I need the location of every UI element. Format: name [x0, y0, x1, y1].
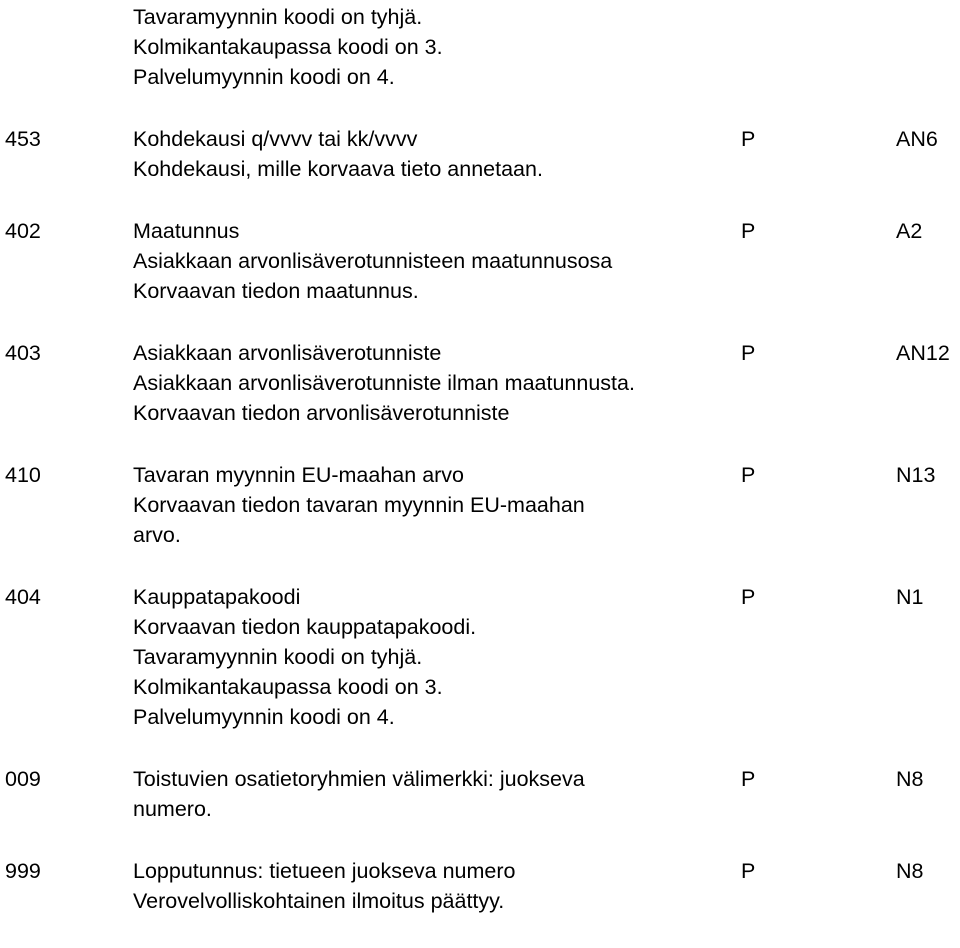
field-format: AN12: [896, 341, 950, 365]
entry-description-line: [0, 642, 960, 672]
entry-header-line: [0, 338, 960, 368]
field-code: 403: [5, 341, 41, 365]
field-description: Palvelumyynnin koodi on 4.: [133, 705, 395, 729]
field-entry-404: [0, 582, 960, 732]
intro-text: Kolmikantakaupassa koodi on 3.: [133, 35, 443, 59]
field-requirement: P: [741, 127, 756, 151]
document-body: [0, 2, 960, 948]
field-format: N1: [896, 585, 924, 609]
field-description: Korvaavan tiedon tavaran myynnin EU-maahan: [133, 493, 585, 517]
field-format: A2: [896, 219, 923, 243]
field-code: 453: [5, 127, 41, 151]
field-title: Toistuvien osatietoryhmien välimerkki: juokseva: [133, 767, 585, 791]
field-description: Kolmikantakaupassa koodi on 3.: [133, 675, 443, 699]
entry-header-line: [0, 124, 960, 154]
field-entry-403: [0, 338, 960, 428]
intro-line: [0, 32, 960, 62]
entry-description-line: [0, 520, 960, 550]
field-description: Verovelvolliskohtainen ilmoitus päättyy.: [133, 889, 505, 913]
field-entry-410: [0, 460, 960, 550]
entry-description-line: [0, 612, 960, 642]
entry-description-line: [0, 794, 960, 824]
field-description: arvo.: [133, 523, 181, 547]
field-entry-009: [0, 764, 960, 824]
entry-description-line: [0, 154, 960, 184]
field-code: 404: [5, 585, 41, 609]
field-description: Asiakkaan arvonlisäverotunniste ilman maatunnusta.: [133, 371, 635, 395]
field-format: N8: [896, 859, 924, 883]
field-entry-999: [0, 856, 960, 916]
entry-header-line: [0, 582, 960, 612]
intro-text: Tavaramyynnin koodi on tyhjä.: [133, 5, 423, 29]
field-requirement: P: [741, 859, 756, 883]
field-entry-402: [0, 216, 960, 306]
entry-description-line: [0, 276, 960, 306]
field-code: 402: [5, 219, 41, 243]
field-description: Tavaramyynnin koodi on tyhjä.: [133, 645, 423, 669]
entry-header-line: [0, 764, 960, 794]
field-description: Korvaavan tiedon kauppatapakoodi.: [133, 615, 477, 639]
field-code: 410: [5, 463, 41, 487]
entry-description-line: [0, 398, 960, 428]
intro-line: [0, 62, 960, 92]
field-title: Kauppatapakoodi: [133, 585, 301, 609]
field-title: Lopputunnus: tietueen juokseva numero: [133, 859, 516, 883]
entry-description-line: [0, 672, 960, 702]
entry-description-line: [0, 702, 960, 732]
field-format: N8: [896, 767, 924, 791]
intro-line: [0, 2, 960, 32]
field-description: numero.: [133, 797, 212, 821]
field-entry-453: [0, 124, 960, 184]
entry-description-line: [0, 490, 960, 520]
field-description: Korvaavan tiedon arvonlisäverotunniste: [133, 401, 510, 425]
field-requirement: P: [741, 463, 756, 487]
field-description: Asiakkaan arvonlisäverotunnisteen maatunnusosa: [133, 249, 613, 273]
entry-description-line: [0, 368, 960, 398]
field-format: AN6: [896, 127, 938, 151]
field-requirement: P: [741, 219, 756, 243]
field-description: Kohdekausi, mille korvaava tieto annetaan.: [133, 157, 543, 181]
entry-header-line: [0, 216, 960, 246]
entry-description-line: [0, 886, 960, 916]
entry-header-line: [0, 460, 960, 490]
field-title: Tavaran myynnin EU-maahan arvo: [133, 463, 465, 487]
field-code: 009: [5, 767, 41, 791]
intro-block: [0, 2, 960, 92]
entry-header-line: [0, 856, 960, 886]
field-requirement: P: [741, 585, 756, 609]
entry-description-line: [0, 246, 960, 276]
field-format: N13: [896, 463, 936, 487]
field-requirement: P: [741, 341, 756, 365]
field-title: Maatunnus: [133, 219, 240, 243]
field-description: Korvaavan tiedon maatunnus.: [133, 279, 419, 303]
intro-text: Palvelumyynnin koodi on 4.: [133, 65, 395, 89]
field-code: 999: [5, 859, 41, 883]
field-requirement: P: [741, 767, 756, 791]
field-title: Kohdekausi q/vvvv tai kk/vvvv: [133, 127, 418, 151]
field-title: Asiakkaan arvonlisäverotunniste: [133, 341, 442, 365]
